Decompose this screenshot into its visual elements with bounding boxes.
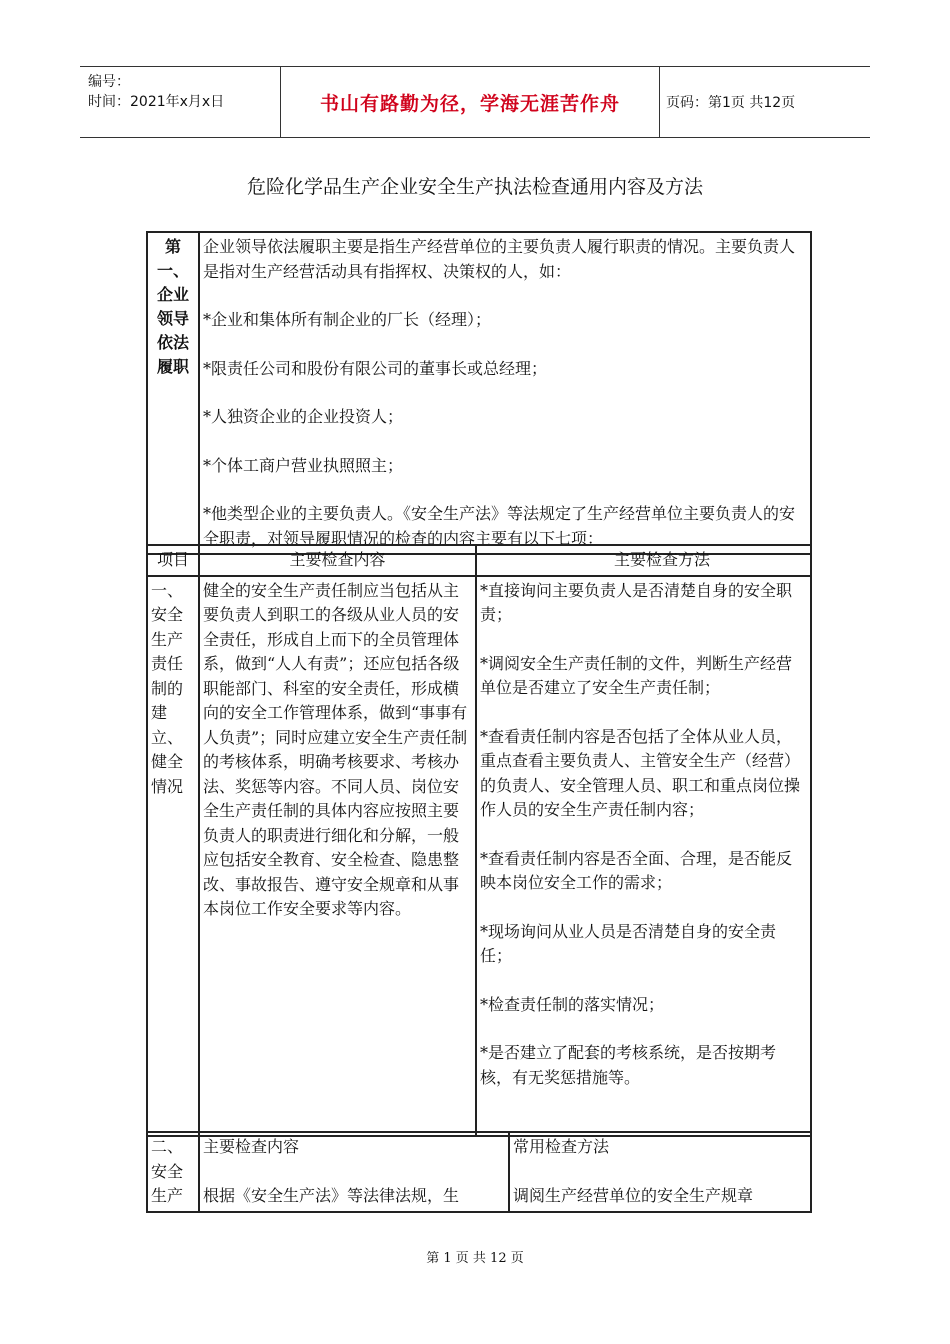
- document-time-label: 时间：2021年x月x日: [88, 94, 225, 110]
- section1-paragraph: *个体工商户营业执照照主；: [203, 455, 404, 475]
- section1-paragraph: *他类型企业的主要负责人。《安全生产法》等法规定了生产经营单位主要负责人的安全职责，对领导履职情况的检查的内容主要有以下七项：: [203, 504, 796, 548]
- method-item: *检查责任制的落实情况；: [480, 994, 665, 1014]
- section1-body: [199, 232, 811, 554]
- column-header-item: 项目: [147, 545, 199, 576]
- item2-method-start: 调阅生产经营单位的安全生产规章: [513, 1185, 754, 1205]
- section1-paragraph: 企业领导依法履职主要是指生产经营单位的主要负责人履行职责的情况。主要负责人是指对生产经营活动具有指挥权、决策权的人，如：: [203, 237, 796, 281]
- section1-paragraph: *人独资企业的企业投资人；: [203, 407, 404, 426]
- section1-heading: [147, 232, 199, 554]
- item1-name: 一、安全生产责任制的建立、健全情况: [147, 576, 199, 1136]
- item2-name: 二、安全生产: [147, 1132, 199, 1212]
- page-header: [80, 66, 870, 138]
- header-meta: [80, 67, 280, 137]
- item2-method-header: 常用检查方法: [513, 1137, 610, 1156]
- method-item: *查看责任制内容是否包括了全体从业人员，重点查看主要负责人、主管安全生产（经营）的负责人、安全管理人员、职工和重点岗位操作人员的安全生产责任制内容；: [480, 726, 801, 819]
- method-item: *现场询问从业人员是否清楚自身的安全责任；: [480, 921, 777, 965]
- item2-content-start: 根据《安全生产法》等法律法规，生: [203, 1185, 460, 1205]
- method-item: *是否建立了配套的考核系统，是否按期考核，有无奖惩措施等。: [480, 1043, 777, 1087]
- item2-method: [509, 1132, 811, 1212]
- column-header-content-text: 主要检查内容: [289, 550, 386, 569]
- item2-content: [199, 1132, 509, 1212]
- page-info: 页码：第1页 共12页: [666, 95, 796, 111]
- page-footer: 第 1 页 共 12 页: [426, 1251, 524, 1266]
- column-header-method: 主要检查方法: [476, 545, 811, 576]
- item2-table: [146, 1131, 812, 1213]
- method-item: *调阅安全生产责任制的文件，判断生产经营单位是否建立了安全生产责任制；: [480, 653, 793, 697]
- item1-methods: [476, 576, 811, 1136]
- document-title: 危险化学品生产企业安全生产执法检查通用内容及方法: [246, 176, 703, 198]
- item1-content: 健全的安全生产责任制应当包括从主要负责人到职工的各级从业人员的安全责任，形成自上而下的全员管理体系，做到“人人有责”；还应包括各级职能部门、科室的安全责任，形成横向的安全工作管理体系，做到“事事有人负责”；同时应建立安全生产责任制的考核体系，明确考核要求、考核办法、奖惩等内容。不同人员、岗位安全生产责任制的具体内容应按照主要负责人的职责进行细化和分解，一般应包括安全教育、安全检查、隐患整改、事故报告、遵守安全规章和从事本岗位工作安全要求等内容。: [199, 576, 476, 1136]
- method-item: *查看责任制内容是否全面、合理，是否能反映本岗位安全工作的需求；: [480, 848, 793, 892]
- item-table: [146, 544, 812, 1137]
- section1-table: [146, 231, 812, 555]
- item2-content-header: 主要检查内容: [203, 1137, 300, 1156]
- section1-heading-text: 第一、企业领导依法履职: [156, 237, 189, 376]
- method-item: *直接询问主要负责人是否清楚自身的安全职责；: [480, 580, 793, 624]
- document-number-label: 编号：: [88, 74, 130, 90]
- section1-paragraph: *企业和集体所有制企业的厂长（经理）；: [203, 310, 492, 329]
- section1-paragraph: *限责任公司和股份有限公司的董事长或总经理；: [203, 358, 548, 378]
- column-header-content: [199, 545, 476, 576]
- header-motto: 书山有路勤为径，学海无涯苦作舟: [280, 67, 660, 137]
